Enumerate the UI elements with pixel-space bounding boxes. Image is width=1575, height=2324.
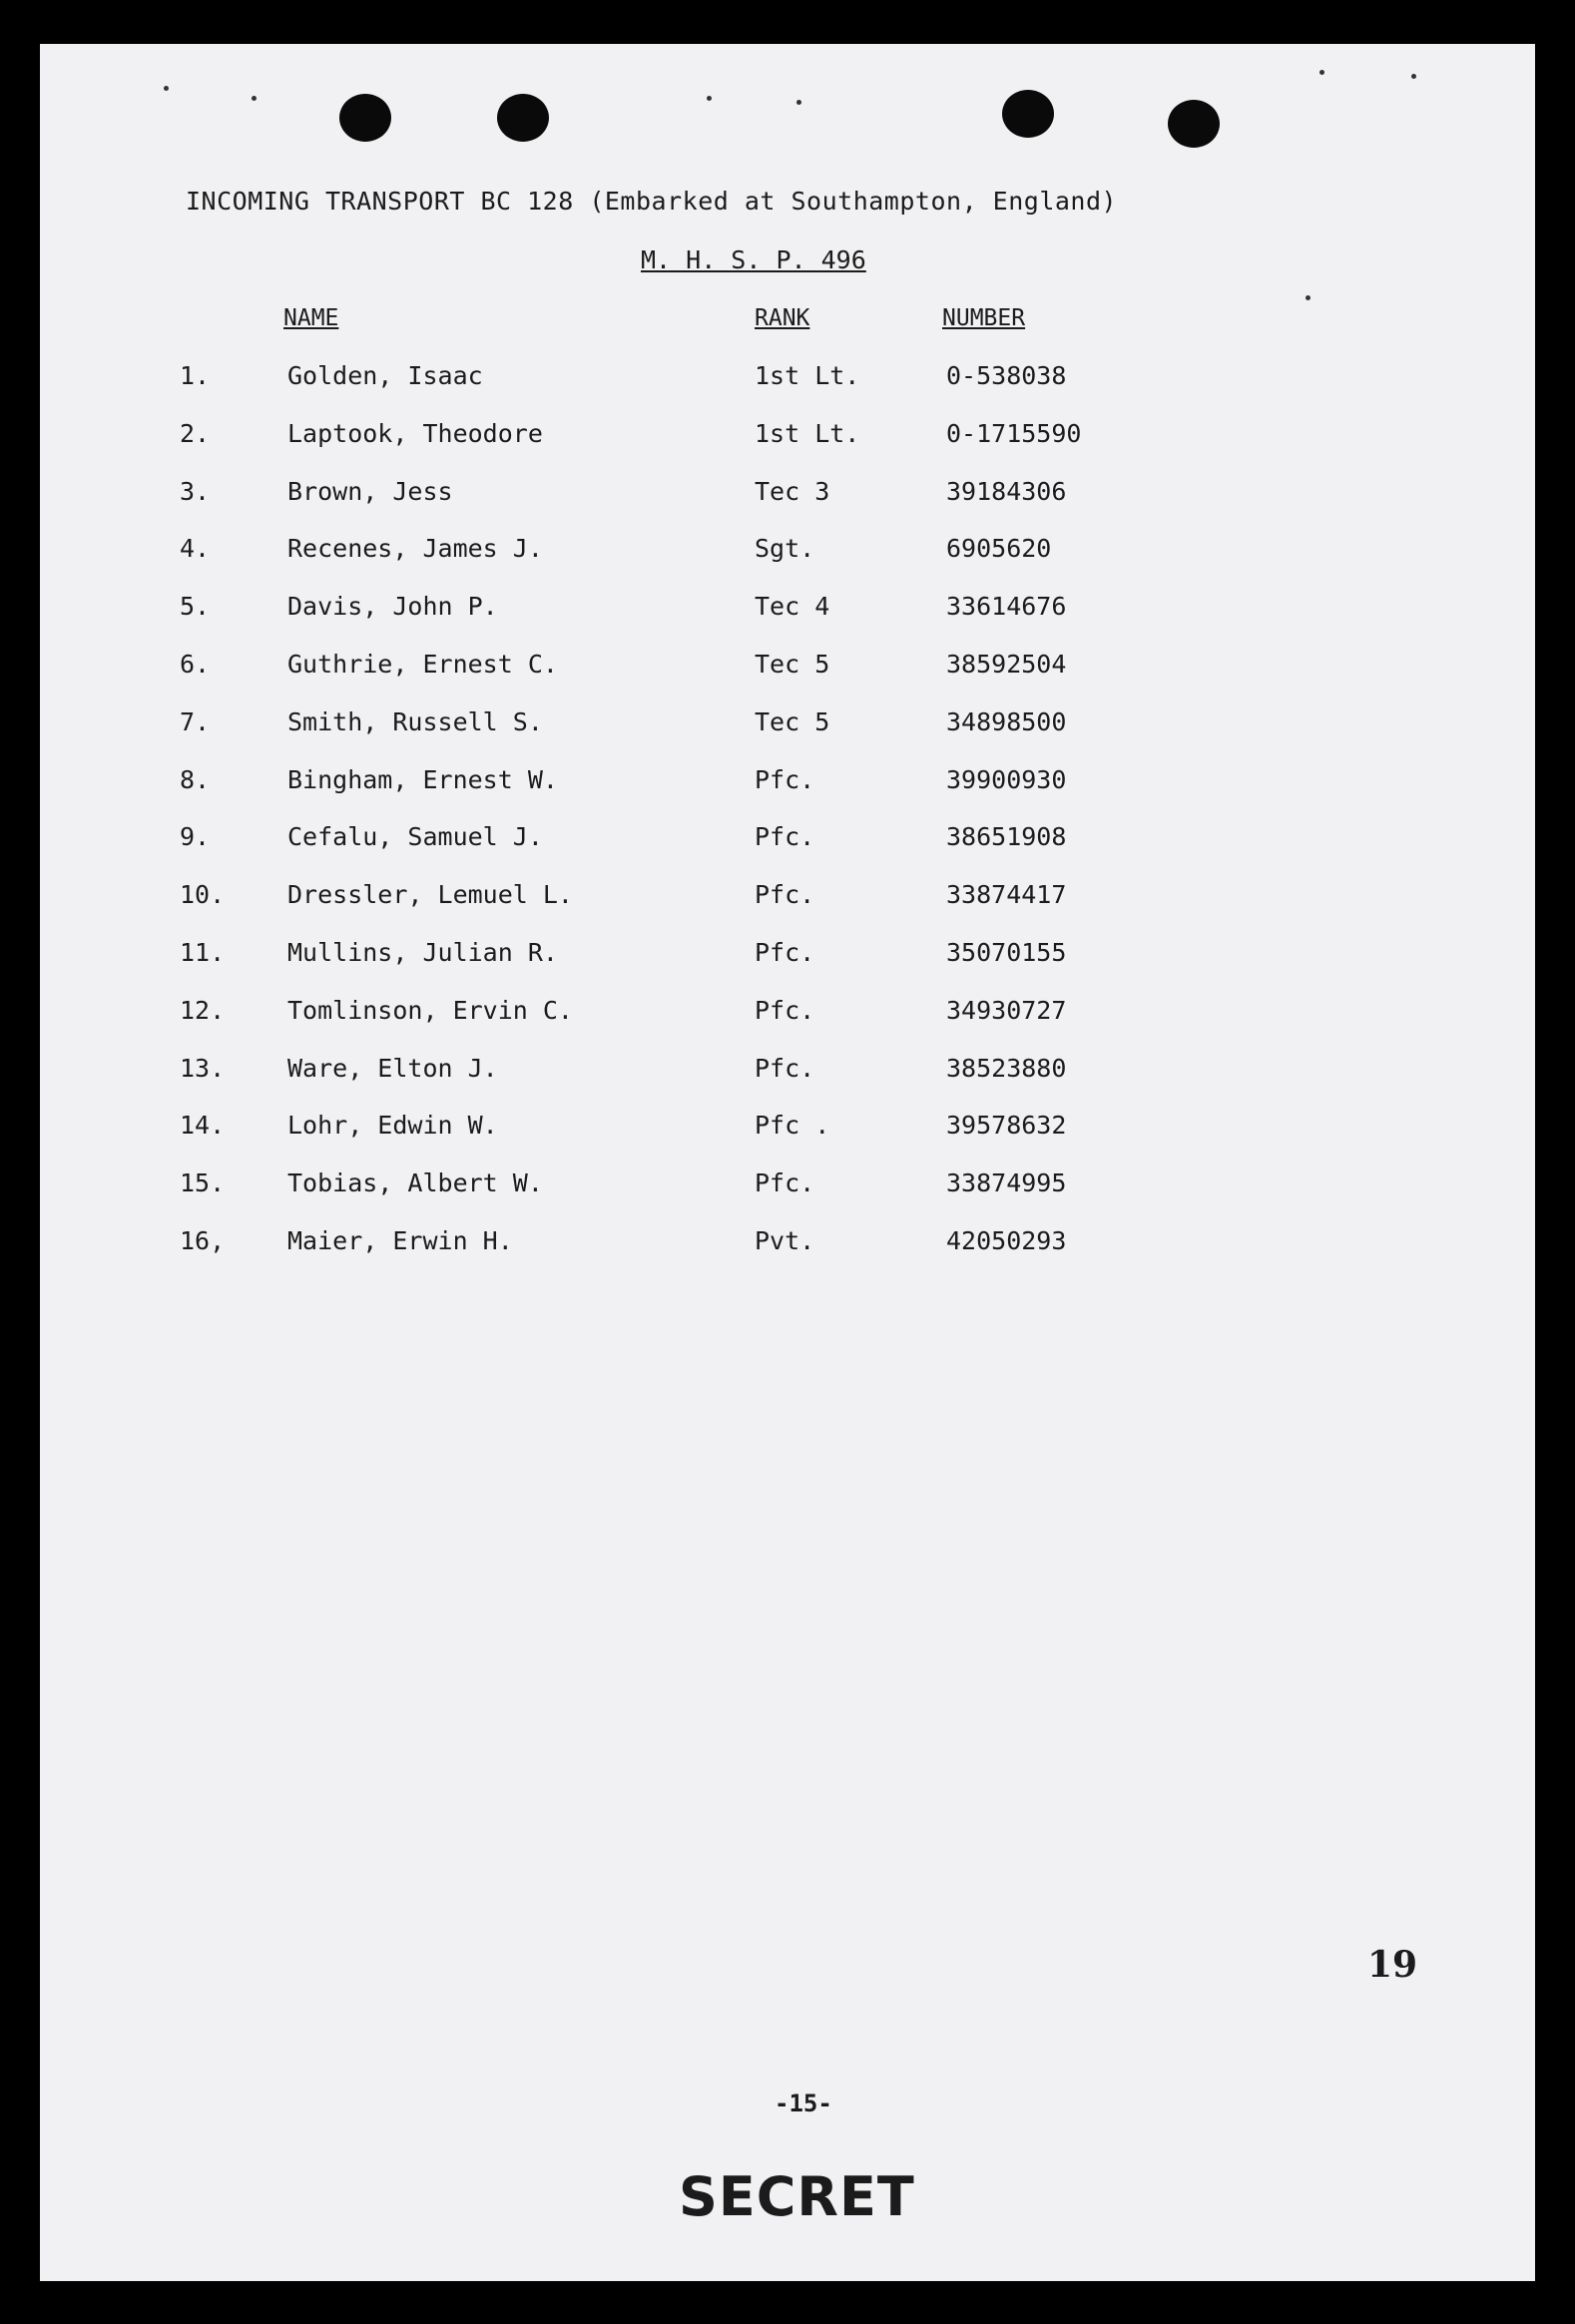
punch-hole: [497, 94, 549, 142]
dust-speck: [1306, 295, 1311, 300]
row-rank: Tec 3: [755, 476, 830, 506]
row-rank: 1st Lt.: [755, 418, 860, 448]
table-row: [40, 938, 1535, 978]
row-name: Davis, John P.: [287, 592, 498, 622]
table-row: [40, 765, 1535, 805]
table-row: [40, 996, 1535, 1036]
row-number: 6.: [180, 650, 211, 679]
row-serial-number: 38592504: [946, 650, 1067, 679]
dust-speck: [796, 100, 801, 105]
table-row: [40, 477, 1535, 517]
punch-hole: [1168, 100, 1220, 148]
table-row: [40, 707, 1535, 747]
document-subheading: M. H. S. P. 496: [641, 245, 866, 274]
row-name: Tobias, Albert W.: [287, 1168, 543, 1198]
table-row: [40, 880, 1535, 920]
row-serial-number: 35070155: [946, 938, 1067, 967]
dust-speck: [707, 96, 712, 101]
punch-hole: [1002, 90, 1054, 138]
row-name: Maier, Erwin H.: [287, 1226, 513, 1255]
row-serial-number: 39184306: [946, 476, 1067, 506]
dust-speck: [1411, 74, 1416, 79]
row-serial-number: 38523880: [946, 1053, 1067, 1083]
row-number: 10.: [180, 880, 226, 910]
row-name: Ware, Elton J.: [287, 1053, 498, 1083]
row-name: Lohr, Edwin W.: [287, 1111, 498, 1141]
row-number: 1.: [180, 361, 211, 390]
row-serial-number: 0-1715590: [946, 418, 1082, 448]
row-serial-number: 0-538038: [946, 361, 1067, 390]
row-serial-number: 6905620: [946, 534, 1052, 564]
row-number: 8.: [180, 764, 211, 794]
dust-speck: [1319, 70, 1324, 75]
row-serial-number: 34930727: [946, 995, 1067, 1025]
document-heading: INCOMING TRANSPORT BC 128 (Embarked at Southampton, England): [186, 187, 1118, 216]
row-number: 13.: [180, 1053, 226, 1083]
row-number: 5.: [180, 592, 211, 622]
row-name: Smith, Russell S.: [287, 706, 543, 736]
row-name: Golden, Isaac: [287, 361, 483, 390]
page-number: -15-: [775, 2090, 832, 2117]
row-serial-number: 33614676: [946, 592, 1067, 622]
row-rank: Pfc.: [755, 880, 815, 910]
row-rank: Sgt.: [755, 534, 815, 564]
column-header-rank: RANK: [755, 305, 810, 331]
row-serial-number: 34898500: [946, 706, 1067, 736]
document-page: [40, 44, 1535, 2281]
table-row: [40, 822, 1535, 862]
row-number: 3.: [180, 476, 211, 506]
row-number: 7.: [180, 706, 211, 736]
row-rank: Pfc.: [755, 1168, 815, 1198]
table-row: [40, 1168, 1535, 1208]
row-serial-number: 33874417: [946, 880, 1067, 910]
row-name: Tomlinson, Ervin C.: [287, 995, 573, 1025]
row-number: 4.: [180, 534, 211, 564]
table-row: [40, 361, 1535, 401]
row-name: Cefalu, Samuel J.: [287, 822, 543, 852]
row-rank: Pfc.: [755, 1053, 815, 1083]
row-rank: 1st Lt.: [755, 361, 860, 390]
row-serial-number: 33874995: [946, 1168, 1067, 1198]
row-name: Mullins, Julian R.: [287, 938, 558, 967]
row-rank: Pfc.: [755, 995, 815, 1025]
column-header-name: NAME: [283, 305, 339, 331]
row-rank: Pfc.: [755, 764, 815, 794]
row-rank: Tec 5: [755, 706, 830, 736]
dust-speck: [252, 96, 257, 101]
table-row: [40, 1054, 1535, 1094]
row-rank: Pfc.: [755, 822, 815, 852]
page-mark: 19: [1367, 1944, 1418, 1986]
table-row: [40, 419, 1535, 459]
row-number: 14.: [180, 1111, 226, 1141]
row-rank: Pvt.: [755, 1226, 815, 1255]
row-number: 12.: [180, 995, 226, 1025]
row-name: Bingham, Ernest W.: [287, 764, 558, 794]
table-row: [40, 1111, 1535, 1151]
table-row: [40, 592, 1535, 632]
row-number: 16,: [180, 1226, 226, 1255]
table-row: [40, 1226, 1535, 1266]
column-header-number: NUMBER: [942, 305, 1026, 331]
row-name: Guthrie, Ernest C.: [287, 650, 558, 679]
row-serial-number: 38651908: [946, 822, 1067, 852]
row-name: Laptook, Theodore: [287, 418, 543, 448]
row-name: Dressler, Lemuel L.: [287, 880, 573, 910]
row-number: 11.: [180, 938, 226, 967]
row-rank: Pfc.: [755, 938, 815, 967]
row-number: 15.: [180, 1168, 226, 1198]
punch-hole: [339, 94, 391, 142]
row-rank: Pfc .: [755, 1111, 830, 1141]
classification-stamp: SECRET: [679, 2165, 915, 2228]
table-row: [40, 650, 1535, 690]
row-name: Recenes, James J.: [287, 534, 543, 564]
row-number: 2.: [180, 418, 211, 448]
row-rank: Tec 5: [755, 650, 830, 679]
row-number: 9.: [180, 822, 211, 852]
row-serial-number: 39900930: [946, 764, 1067, 794]
row-rank: Tec 4: [755, 592, 830, 622]
table-row: [40, 534, 1535, 574]
row-serial-number: 42050293: [946, 1226, 1067, 1255]
row-serial-number: 39578632: [946, 1111, 1067, 1141]
dust-speck: [164, 86, 169, 91]
row-name: Brown, Jess: [287, 476, 453, 506]
